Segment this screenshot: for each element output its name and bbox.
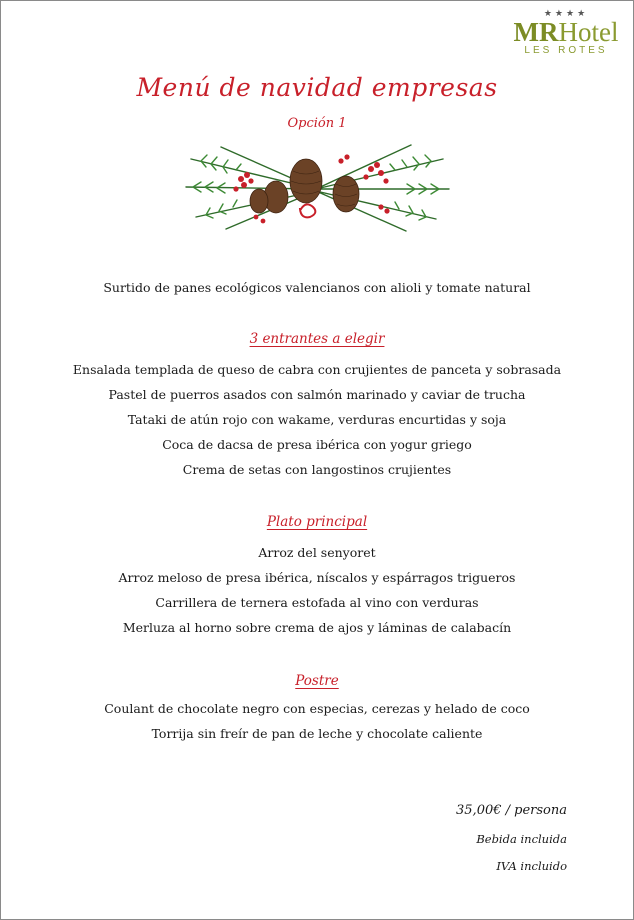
rating-stars-icon: ★★★★ xyxy=(543,9,589,19)
entrante-item: Crema de setas con langostinos crujientes xyxy=(182,462,452,477)
hotel-logo xyxy=(507,9,625,57)
entrante-item: Ensalada templada de queso de cabra con crujientes de panceta y sobrasada xyxy=(72,362,562,377)
entrante-item: Coca de dacsa de presa ibérica con yogur griego xyxy=(162,437,472,452)
logo-subtitle: LES ROTES xyxy=(524,45,608,56)
entrante-item: Tataki de atún rojo con wakame, verduras encurtidas y soja xyxy=(127,412,507,427)
christmas-garland-icon xyxy=(181,139,451,235)
principal-item: Carrillera de ternera estofada al vino con verduras xyxy=(155,595,479,610)
principal-item: Merluza al horno sobre crema de ajos y láminas de calabacín xyxy=(122,620,512,635)
postre-heading: Postre xyxy=(295,673,339,689)
entrantes-heading: 3 entrantes a elegir xyxy=(249,331,385,347)
menu-subtitle: Opción 1 xyxy=(287,116,347,131)
principal-heading: Plato principal xyxy=(266,514,368,530)
principal-item: Arroz del senyoret xyxy=(258,545,376,560)
intro-line: Surtido de panes ecológicos valencianos con alioli y tomate natural xyxy=(103,280,531,295)
menu-title: Menú de navidad empresas xyxy=(136,73,498,102)
postre-item: Coulant de chocolate negro con especias, cerezas y helado de coco xyxy=(104,701,530,716)
entrante-item: Pastel de puerros asados con salmón marinado y caviar de trucha xyxy=(108,387,526,402)
logo-brand: MRHotel xyxy=(513,17,619,47)
tax-note: IVA incluido xyxy=(496,859,567,873)
postre-item: Torrija sin freír de pan de leche y chocolate caliente xyxy=(151,726,483,741)
price-text: 35,00€ / persona xyxy=(456,803,567,818)
principal-item: Arroz meloso de presa ibérica, níscalos y espárragos trigueros xyxy=(118,570,516,585)
drink-note: Bebida incluida xyxy=(476,832,567,846)
